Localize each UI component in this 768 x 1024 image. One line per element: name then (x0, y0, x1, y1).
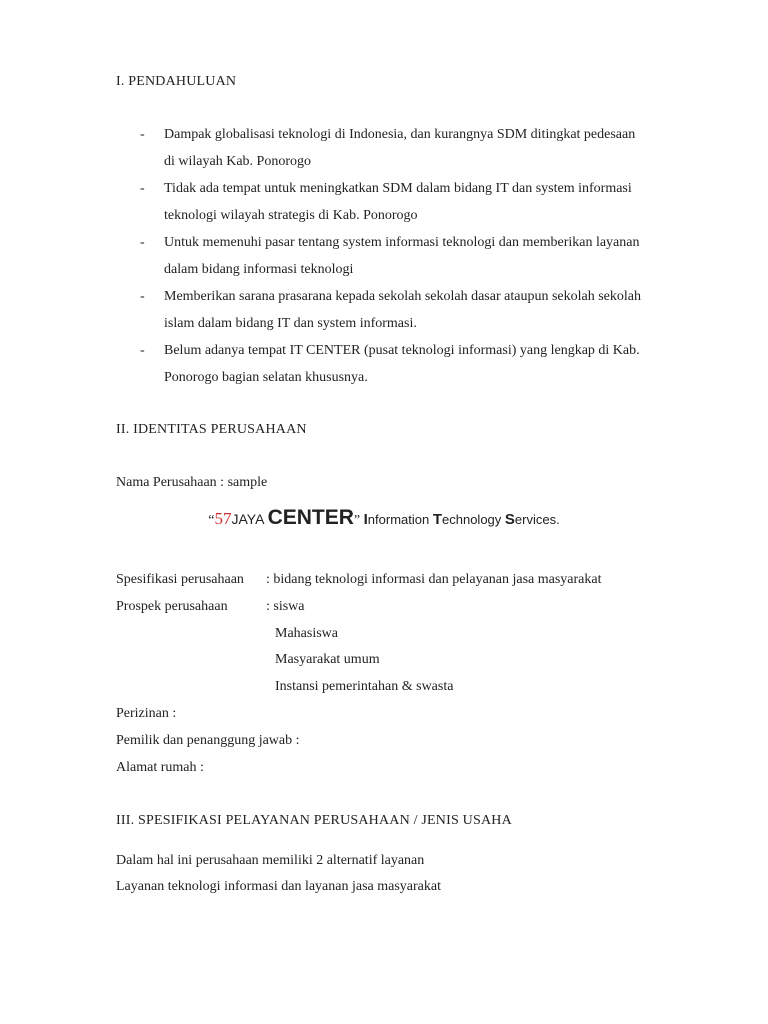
banner-number: 57 (214, 509, 232, 528)
section-heading-pendahuluan: I. PENDAHULUAN (116, 74, 237, 89)
prospek-item: Instansi pemerintahan & swasta (275, 679, 454, 694)
section-heading-spesifikasi: III. SPESIFIKASI PELAYANAN PERUSAHAAN / JENIS USAHA (116, 813, 512, 828)
section3-line-2: Layanan teknologi informasi dan layanan jasa masyarakat (116, 879, 441, 894)
banner-open-quote: “ (208, 513, 215, 528)
prospek-item: Masyarakat umum (275, 652, 380, 667)
bullet-marker: - (140, 235, 145, 250)
banner-i-cap: I (363, 511, 368, 528)
bullet-marker: - (140, 343, 145, 358)
spec-value: : bidang teknologi informasi dan pelayanan jasa masyarakat (266, 572, 602, 587)
banner-i-rest: nformation (367, 512, 433, 527)
prospek-label: Prospek perusahaan (116, 599, 228, 614)
section3-line-1: Dalam hal ini perusahaan memiliki 2 alternatif layanan (116, 853, 425, 868)
prospek-item: Mahasiswa (275, 626, 338, 641)
bullet-4-line-1: Memberikan sarana prasarana kepada sekolah sekolah dasar ataupun sekolah sekolah (164, 289, 641, 304)
pemilik-label: Pemilik dan penanggung jawab : (116, 733, 300, 748)
bullet-3-line-2: dalam bidang informasi teknologi (164, 262, 354, 277)
alamat-label: Alamat rumah : (116, 760, 204, 775)
bullet-3-line-1: Untuk memenuhi pasar tentang system informasi teknologi dan memberikan layanan (164, 235, 640, 250)
spec-label: Spesifikasi perusahaan (116, 572, 244, 587)
bullet-1-line-1: Dampak globalisasi teknologi di Indonesia, dan kurangnya SDM ditingkat pedesaan (164, 127, 636, 142)
bullet-5-line-2: Ponorogo bagian selatan khususnya. (164, 370, 368, 385)
perizinan-label: Perizinan : (116, 706, 177, 721)
bullet-marker: - (140, 289, 145, 304)
banner-jaya: JAYA (231, 511, 268, 527)
banner-t-cap: T (432, 511, 443, 528)
prospek-value: : siswa (266, 599, 305, 614)
company-name-line: Nama Perusahaan : sample (116, 475, 268, 490)
bullet-marker: - (140, 127, 145, 142)
banner-close-quote: ” (353, 513, 364, 528)
bullet-2-line-2: teknologi wilayah strategis di Kab. Ponorogo (164, 208, 418, 223)
banner-s-cap: S (504, 511, 515, 528)
bullet-marker: - (140, 181, 145, 196)
bullet-2-line-1: Tidak ada tempat untuk meningkatkan SDM dalam bidang IT dan system informasi (164, 181, 632, 196)
banner-center: CENTER (267, 506, 354, 529)
banner-s-rest: ervices. (514, 512, 560, 527)
section-heading-identitas: II. IDENTITAS PERUSAHAAN (116, 422, 307, 437)
bullet-4-line-2: islam dalam bidang IT dan system informasi. (164, 316, 417, 331)
bullet-1-line-2: di wilayah Kab. Ponorogo (164, 154, 311, 169)
company-banner (0, 505, 768, 534)
bullet-5-line-1: Belum adanya tempat IT CENTER (pusat teknologi informasi) yang lengkap di Kab. (164, 343, 640, 358)
banner-t-rest: echnology (442, 512, 505, 527)
